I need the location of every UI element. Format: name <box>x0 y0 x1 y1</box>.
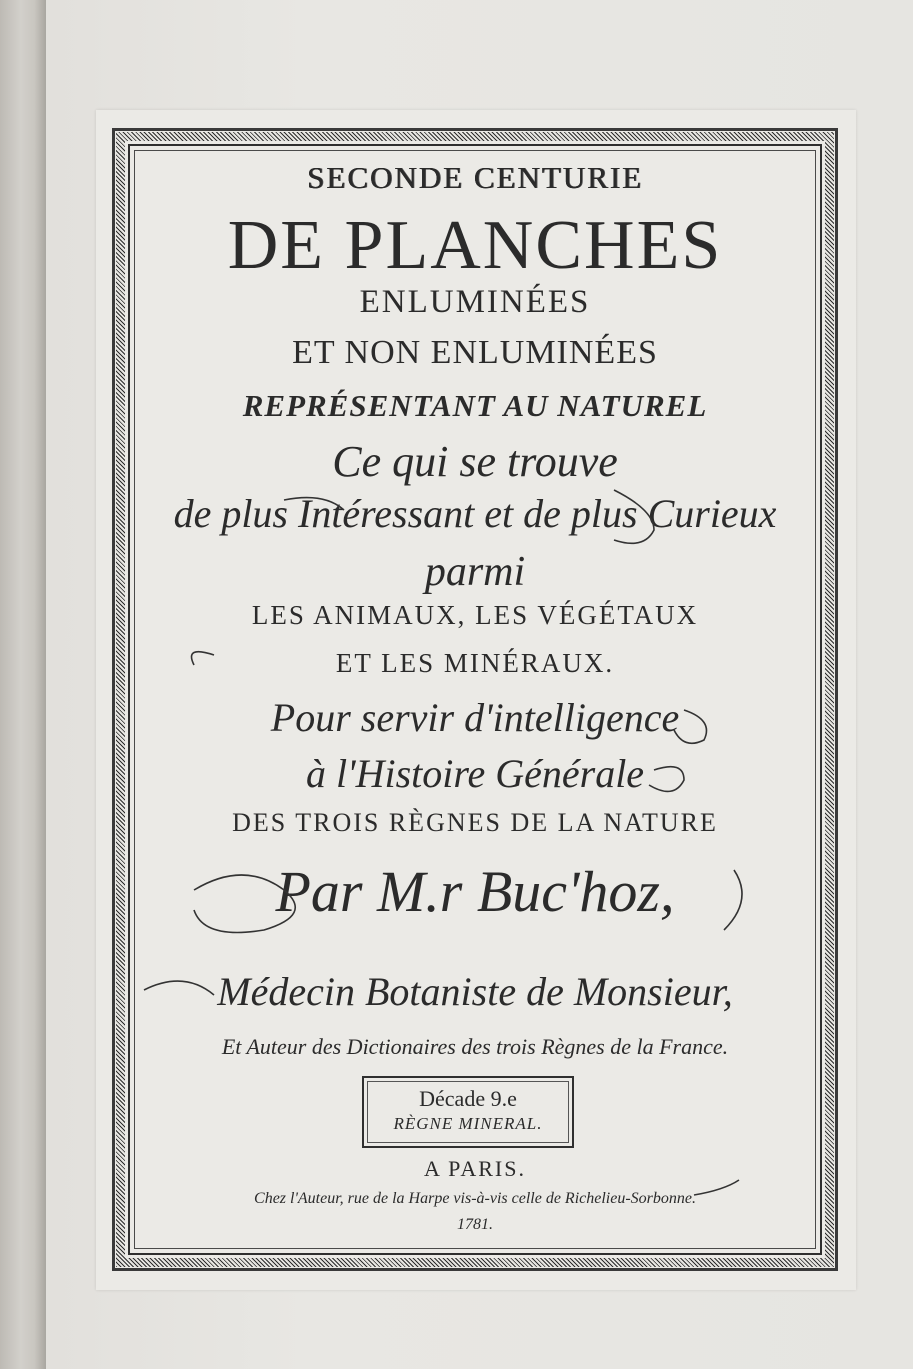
flourish-imprint-right <box>694 1180 739 1195</box>
flourish-parmi-left <box>192 652 215 665</box>
script-line-histoire-generale: à l'Histoire Générale <box>305 751 645 796</box>
flourish-histoire-right <box>649 767 684 792</box>
decade-number: Décade 9.e <box>419 1086 517 1111</box>
script-line-pour-servir: Pour servir d'intelligence <box>270 695 680 740</box>
flourish-par-left <box>194 875 295 933</box>
flourish-pour-servir-right <box>674 710 707 743</box>
decade-regne: RÈGNE MINERAL. <box>393 1114 543 1133</box>
title-line-representant: REPRÉSENTANT AU NATUREL <box>242 388 708 423</box>
flourish-medecin-left <box>144 981 214 995</box>
author-line: Par M.r Buc'hoz, <box>275 859 675 924</box>
flourish-under-representant <box>284 498 344 510</box>
script-line-ce-qui-se-trouve: Ce qui se trouve <box>332 437 618 486</box>
flourish-ce-qui-right <box>614 490 654 543</box>
book-gutter <box>0 0 46 1369</box>
imprint-address: Chez l'Auteur, rue de la Harpe vis-à-vis celle de Richelieu-Sorbonne. <box>254 1190 696 1207</box>
title-line-enluminees: ENLUMINÉES <box>359 284 591 320</box>
script-line-parmi: parmi <box>424 549 526 595</box>
script-line-interessant-curieux: de plus Intéressant et de plus Curieux <box>173 491 777 536</box>
title-line-de-planches: DE PLANCHES <box>227 207 723 284</box>
flourish-buchoz-right <box>724 870 742 930</box>
imprint-year: 1781. <box>457 1216 493 1233</box>
imprint-city: A PARIS. <box>423 1156 526 1181</box>
title-line-et-non-enluminees: ET NON ENLUMINÉES <box>292 334 658 371</box>
title-line-animaux-vegetaux: LES ANIMAUX, LES VÉGÉTAUX <box>251 600 699 630</box>
title-line-seconde-centurie: SECONDE CENTURIE <box>307 160 643 195</box>
title-line-mineraux: ET LES MINÉRAUX. <box>335 648 615 678</box>
title-line-trois-regnes: DES TROIS RÈGNES DE LA NATURE <box>232 808 718 837</box>
author-works-line: Et Auteur des Dictionaires des trois Règnes de la France. <box>221 1034 729 1059</box>
author-title-line: Médecin Botaniste de Monsieur, <box>217 969 733 1014</box>
calligraphic-flourishes <box>134 150 816 1249</box>
